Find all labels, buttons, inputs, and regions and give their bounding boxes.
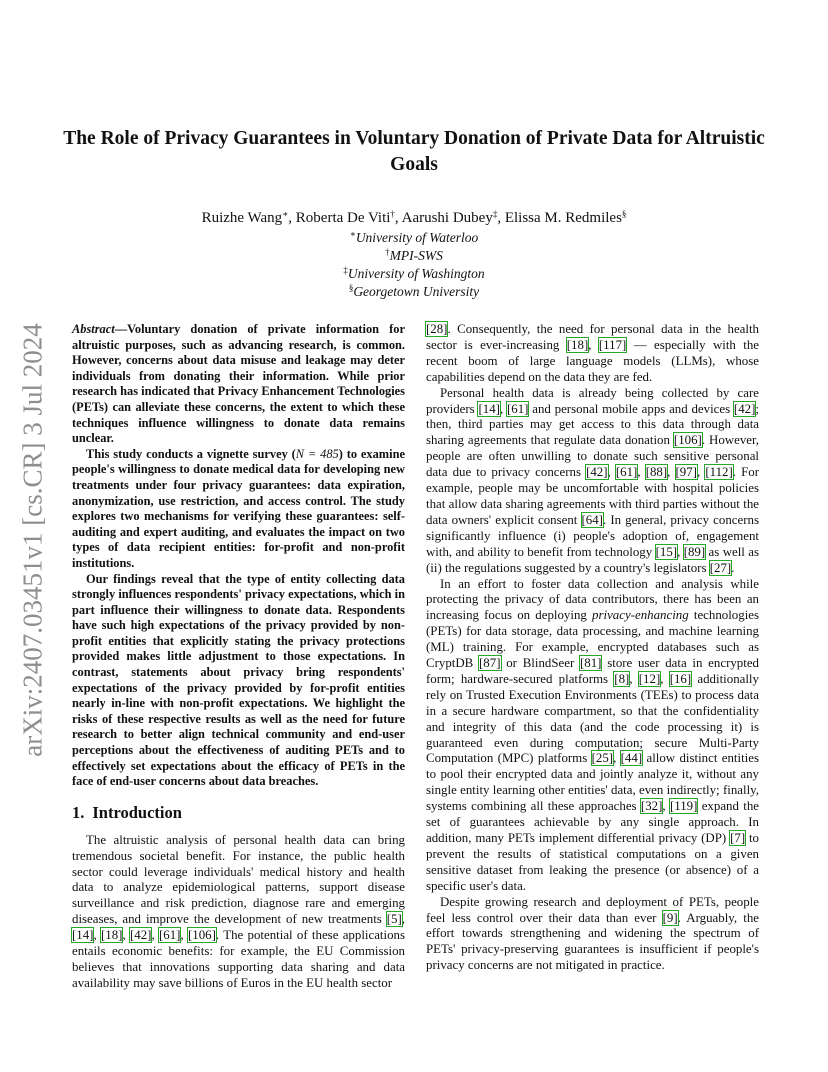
body-text: to prevent the results of statistical computations on a given sensitive dataset from leaking the presence (or absence) of a specific user's data. bbox=[426, 831, 760, 893]
citation-link[interactable]: [61] bbox=[506, 401, 529, 416]
left-column bbox=[72, 322, 405, 992]
author-mark: ‡ bbox=[492, 209, 498, 219]
author-mark: ∗ bbox=[282, 209, 289, 219]
citation-link[interactable]: [18] bbox=[566, 337, 589, 352]
body-text: . bbox=[731, 560, 735, 575]
affiliation-mark: ∗ bbox=[349, 229, 356, 239]
citation-link[interactable]: [117] bbox=[598, 337, 627, 352]
body-text: . The potential of these applications entails economic benefits: for example, the EU Commission believes that innovations supporting data sharing and data availability may save billions of Euros in the EU health sector bbox=[72, 928, 405, 990]
citation-link[interactable]: [87] bbox=[479, 656, 501, 671]
body-text: allow distinct entities to pool their encrypted data and jointly analyze it, without any single entity learning other entities' data, even indirectly; finally, systems combining all these approaches bbox=[426, 751, 759, 814]
citation-link[interactable]: [88] bbox=[645, 465, 668, 480]
section-number: 1. bbox=[72, 802, 85, 822]
body-text: . Consequently, the need for personal data in the health sector is ever-increasing bbox=[426, 322, 759, 352]
citation-link[interactable]: [16] bbox=[669, 671, 692, 686]
citation-link[interactable]: [42] bbox=[733, 401, 756, 416]
citation-link[interactable]: [14] bbox=[478, 401, 500, 416]
body-text: and personal mobile apps and devices bbox=[528, 401, 734, 416]
affiliation-name: MPI-SWS bbox=[389, 248, 443, 263]
affiliation bbox=[60, 247, 768, 265]
arxiv-identifier: arXiv:2407.03451v1 [cs.CR] 3 Jul 2024 bbox=[17, 323, 48, 757]
body-text: technologies (PETs) for data storage, data processing, and machine learning (ML) training. For example, encrypted databases such as CryptDB bbox=[426, 608, 760, 671]
citation-link[interactable]: [106] bbox=[188, 928, 216, 943]
citation-link[interactable]: [27] bbox=[709, 560, 732, 575]
citation-link[interactable]: [119] bbox=[669, 799, 698, 814]
body-text: . However, people are often unwilling to donate such sensitive personal data due to privacy concerns bbox=[426, 433, 759, 480]
body-text: additionally rely on Trusted Execution Environments (TEEs) to process data in a secure hardware compartment, so that the confidentiality and integrity of this data (and the code processing it) is guaranteed even during computation; secure Multi-Party Computation (MPC) platforms bbox=[426, 671, 759, 766]
section-heading bbox=[72, 802, 405, 822]
citation-link[interactable]: [64] bbox=[581, 512, 603, 527]
affiliation-name: Georgetown University bbox=[353, 284, 480, 299]
math-sample-size: N = 485 bbox=[295, 446, 339, 461]
body-text: Despite growing research and deployment of PETs, people feel less control over their data than ever bbox=[426, 894, 759, 925]
abstract-paragraph bbox=[72, 447, 405, 572]
body-paragraph: Personal health data is already being collected by care providers [14], [61] and personal mobile apps and devices [42]; then, third parties may get access to this data through data sharing agreements that regulate data donation [106]. However, people are often unwilling to donate such sensitive personal data due to privacy concerns [42], [61], [88], [97], [112]. For example, people may be uncomfortable with hospital policies that allow data sharing agreements with third parties without the data owners' explicit consent [64]. In general, privacy concerns significantly influence (i) people's adoption of, engagement with, and ability to benefit from technology [15], [89] as well as (ii) the regulations suggested by a country's legislators [27]. bbox=[426, 385, 760, 575]
body-paragraph: In an effort to foster data collection and analysis while protecting the privacy of data contributors, there has been an increasing focus on deploying privacy-enhancing technologies (PETs) for data storage, data processing, and machine learning (ML) training. For example, encrypted databases such as CryptDB [87] or BlindSeer [81] store user data in encrypted form; hardware-secured platforms [8], [12], [16] additionally rely on Trusted Execution Environments (TEEs) to process data in a secure hardware compartment, so that the confidentiality and integrity of this data (and the code processing it) is guaranteed even during computation; secure Multi-Party Computation (MPC) platforms [25], [44] allow distinct entities to pool their encrypted data and jointly analyze it, without any single entity learning other entities' data, even indirectly; finally, systems combining all these approaches [32], [119] expand the set of guarantees achievable by any single approach. In addition, many PETs implement differential privacy (DP) [7] to prevent the results of statistical computations on a given sensitive dataset from leaking the presence (or absence) of a specific user's data. bbox=[426, 576, 760, 893]
citation-link[interactable]: [61] bbox=[615, 465, 638, 480]
abstract-text: ) to examine people's willingness to donate medical data for developing new treatments under four privacy guarantees: data expiration, anonymization, use restriction, and access control. The study explores two mechanisms for verifying these guarantees: self-auditing and expert auditing, and evaluates the impact on two types of data recipient entities: for-profit and non-profit institutions. bbox=[72, 446, 405, 570]
affiliation bbox=[60, 283, 768, 301]
body-text: . For example, people may be uncomfortable with hospital policies that allow data sharing agreements with third parties without the data owners' explicit consent bbox=[426, 465, 759, 527]
abstract bbox=[72, 322, 405, 790]
body-text: expand the set of guarantees achievable by any single approach. In addition, many PETs implement differential privacy (DP) bbox=[426, 799, 759, 845]
affiliation-list bbox=[60, 229, 768, 301]
citation-link[interactable]: [9] bbox=[662, 910, 678, 925]
citation-link[interactable]: [61] bbox=[159, 928, 181, 943]
body-text: or BlindSeer bbox=[500, 656, 580, 671]
citation-link[interactable]: [97] bbox=[675, 465, 697, 480]
abstract-text: —Voluntary donation of private information for altruistic purposes, such as advancing research, is common. However, concerns about data misuse and leakage may deter individuals from donating their information. While prior research has indicated that Privacy Enhancement Technologies (PETs) can alleviate these concerns, the extent to which these techniques influence willingness to donate data remains unclear. bbox=[72, 322, 405, 446]
citation-link[interactable]: [25] bbox=[591, 751, 614, 766]
body-text: . Arguably, the effort towards strengthening and widening the spectrum of PETs' privacy-preserving guarantees is insufficient if people's privacy concerns are not mitigated in practice. bbox=[426, 910, 759, 973]
author-mark: § bbox=[621, 209, 627, 219]
citation-link[interactable]: [44] bbox=[620, 751, 643, 766]
citation-link[interactable]: [106] bbox=[673, 433, 702, 448]
citation-link[interactable]: [32] bbox=[640, 799, 663, 814]
emphasis-text: privacy-enhancing bbox=[592, 608, 689, 623]
body-text: — especially with the recent boom of large language models (LLMs), whose capabilities depend on the data they are fed. bbox=[426, 337, 760, 384]
body-text: ; then, third parties may get access to this data through data sharing agreements that regulate data donation bbox=[426, 401, 759, 448]
citation-link[interactable]: [112] bbox=[705, 465, 733, 480]
citation-link[interactable]: [7] bbox=[730, 831, 746, 845]
paper-title: The Role of Privacy Guarantees in Voluntary Donation of Private Data for Altruistic Goals bbox=[63, 128, 765, 175]
abstract-label: Abstract bbox=[72, 322, 115, 336]
citation-link[interactable]: [18] bbox=[101, 928, 123, 943]
section-title: Introduction bbox=[92, 802, 182, 822]
arxiv-sidebar bbox=[13, 300, 53, 780]
affiliation-name: University of Waterloo bbox=[355, 230, 479, 245]
citation-link[interactable]: [42] bbox=[586, 465, 608, 480]
affiliation-mark: § bbox=[348, 283, 354, 293]
citation-link[interactable]: [42] bbox=[130, 928, 152, 943]
affiliation bbox=[60, 229, 768, 247]
citation-link[interactable]: [14] bbox=[72, 928, 94, 943]
body-text: as well as (ii) the regulations suggested by a country's legislators bbox=[426, 544, 760, 575]
author-mark: † bbox=[390, 209, 395, 219]
body-text: store user data in encrypted form; hardware-secured platforms bbox=[426, 656, 759, 686]
body-paragraph: The altruistic analysis of personal health data can bring tremendous societal benefit. For instance, the public health sector could leverage individuals' medical history and health data to analyze epidemiological patterns, support disease surveillance and risk prediction, diagnose rare and emerging diseases, and improve the development of new treatments [5], [14], [18], [42], [61], [106]. The potential of these applications entails economic benefits: for example, the EU Commission believes that innovations supporting data sharing and data availability may save billions of Euros in the EU health sector bbox=[72, 832, 405, 990]
abstract-text: Our findings reveal that the type of entity collecting data strongly influences respondents' privacy expectations, which in part influence their willingness to donate data. Respondents have such high expectations of the privacy provided by non-profit entities that explicitly stating the privacy protections provided makes little adjustment to those expectations. In contrast, statements about privacy bring respondents' expectations of the privacy provided by for-profit entities nearly in-line with non-profit expectations. We highlight the risks of these respective results as well as the need for future research to better align technical community and end-user perceptions about the effectiveness of auditing PETs and to effectively set expectations about the efficacy of PETs in the face of end-user concerns about data breaches. bbox=[72, 571, 405, 789]
body-text: In an effort to foster data collection and analysis while protecting the privacy of data contributors, there has been an increasing focus on deploying bbox=[426, 576, 759, 623]
citation-link[interactable]: [8] bbox=[614, 671, 630, 686]
citation-link[interactable]: [89] bbox=[683, 544, 706, 559]
affiliation-mark: † bbox=[385, 247, 390, 257]
author-name: Ruizhe Wang bbox=[201, 210, 283, 226]
citation-link[interactable]: [5] bbox=[386, 912, 402, 927]
citation-link[interactable]: [15] bbox=[655, 544, 678, 559]
body-paragraph-continued: [28]. Consequently, the need for personal data in the health sector is ever-increasing [18], [117] — especially with the recent boom of large language models (LLMs), whose capabilities depend on the data they are fed. bbox=[426, 322, 760, 384]
abstract-paragraph bbox=[72, 572, 405, 790]
author-name: Roberta De Viti bbox=[295, 210, 391, 226]
body-paragraph bbox=[426, 895, 759, 975]
body-text: Personal health data is already being collected by care providers bbox=[426, 385, 759, 416]
author-name: Elissa M. Redmiles bbox=[504, 210, 622, 226]
body-text: The altruistic analysis of personal health data can bring tremendous societal benefit. For instance, the public health sector could leverage individuals' medical history and health data to analyze epidemiological patterns, support disease surveillance and risk prediction, diagnose rare and emerging diseases, and improve the development of new treatments bbox=[72, 832, 405, 927]
affiliation bbox=[60, 265, 768, 283]
author-name: Aarushi Dubey bbox=[401, 210, 493, 226]
affiliation-mark: ‡ bbox=[343, 265, 348, 275]
right-column bbox=[426, 322, 759, 974]
abstract-paragraph bbox=[72, 322, 405, 447]
citation-link[interactable]: [12] bbox=[638, 671, 661, 686]
citation-link[interactable]: [28] bbox=[426, 322, 448, 336]
author-list: Ruizhe Wang∗, Roberta De Viti†, Aarushi Dubey‡, Elissa M. Redmiles§ bbox=[201, 209, 627, 226]
body-text: . In general, privacy concerns significantly influence (i) people's adoption of, engagement with, and ability to benefit from technology bbox=[426, 512, 759, 559]
affiliation-name: University of Washington bbox=[347, 266, 485, 281]
citation-link[interactable]: [81] bbox=[580, 656, 602, 671]
abstract-text: This study conducts a vignette survey ( bbox=[86, 446, 296, 461]
